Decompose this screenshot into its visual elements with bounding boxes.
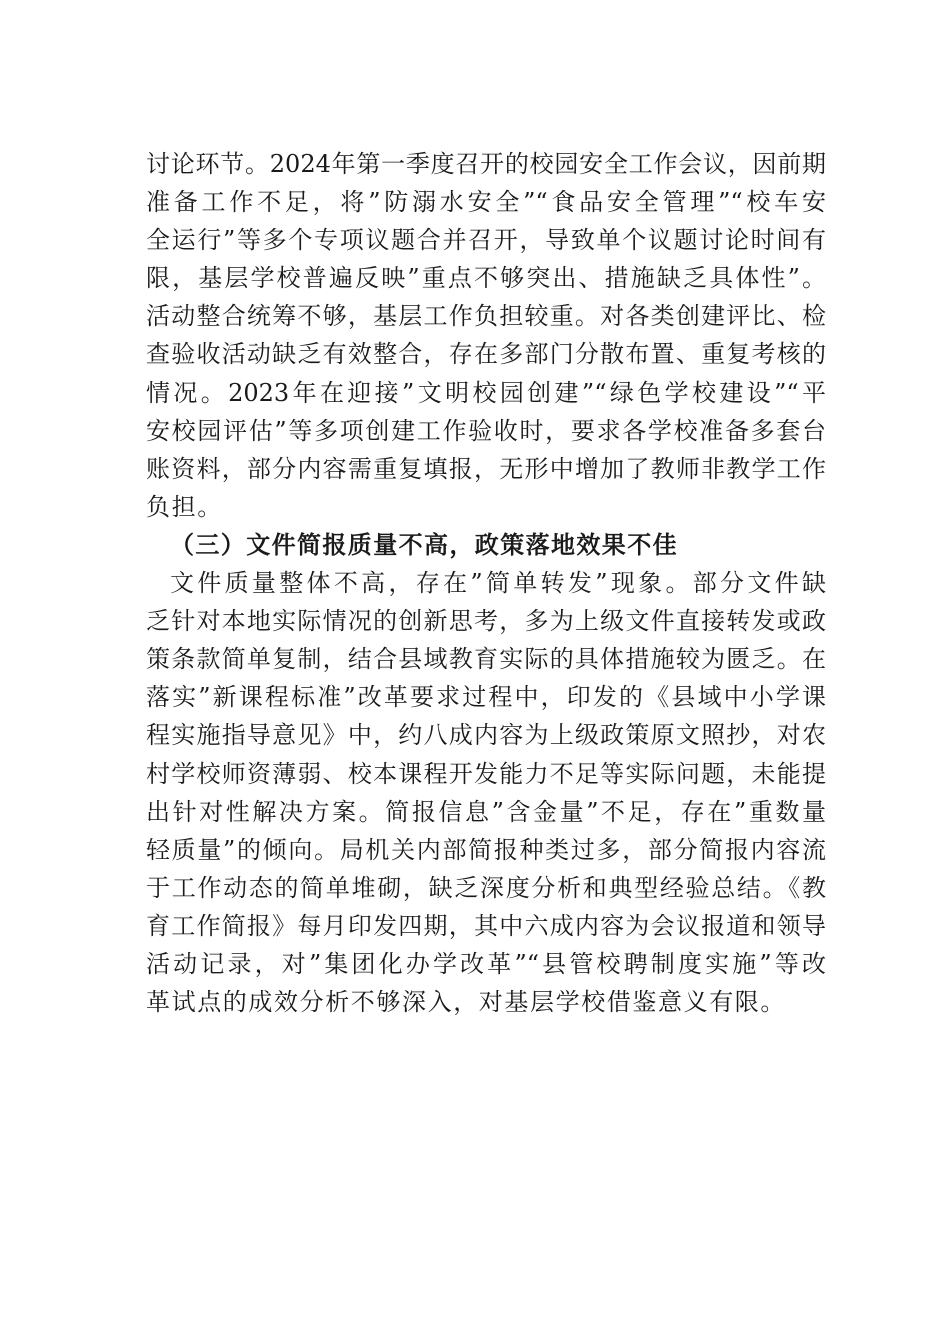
paragraph-line: 准备工作不足，将”防溺水安全”“食品安全管理”“校车安 [146, 188, 826, 217]
paragraph-line: 轻质量”的倾向。局机关内部简报种类过多，部分简报内容流 [146, 835, 826, 864]
paragraph-line: 出针对性解决方案。简报信息”含金量”不足，存在”重数量 [146, 797, 826, 826]
paragraph-line: 账资料，部分内容需重复填报，无形中增加了教师非教学工作 [146, 454, 826, 483]
paragraph-line: 落实”新课程标准”改革要求过程中，印发的《县域中小学课 [146, 683, 826, 712]
paragraph-line: 全运行”等多个专项议题合并召开，导致单个议题讨论时间有 [146, 226, 826, 255]
paragraph-line: 于工作动态的简单堆砌，缺乏深度分析和典型经验总结。《教 [146, 873, 826, 902]
paragraph-line: 育工作简报》每月印发四期，其中六成内容为会议报道和领导 [146, 911, 826, 940]
paragraph-line: 负担。 [146, 492, 223, 521]
paragraph-line: 情况。2023年在迎接”文明校园创建”“绿色学校建设”“平 [146, 378, 826, 407]
paragraph-line: 策条款简单复制，结合县域教育实际的具体措施较为匮乏。在 [146, 645, 826, 674]
paragraph-line: 文件质量整体不高，存在”简单转发”现象。部分文件缺 [170, 569, 826, 598]
paragraph-line: 查验收活动缺乏有效整合，存在多部门分散布置、重复考核的 [146, 340, 826, 369]
paragraph-line: 革试点的成效分析不够深入，对基层学校借鉴意义有限。 [146, 988, 786, 1017]
paragraph-line: 村学校师资薄弱、校本课程开发能力不足等实际问题，未能提 [146, 759, 826, 788]
document-body [146, 145, 826, 1021]
paragraph-line: 活动整合统筹不够，基层工作负担较重。对各类创建评比、检 [146, 302, 826, 331]
paragraph-line: 活动记录，对”集团化办学改革”“县管校聘制度实施”等改 [146, 949, 826, 978]
paragraph-line: 程实施指导意见》中，约八成内容为上级政策原文照抄，对农 [146, 721, 826, 750]
paragraph-line: 讨论环节。2024年第一季度召开的校园安全工作会议，因前期 [146, 150, 826, 178]
section-heading: （三）文件简报质量不高，政策落地效果不佳 [170, 529, 678, 559]
paragraph-line: 安校园评估”等多项创建工作验收时，要求各学校准备多套台 [146, 416, 826, 445]
paragraph-line: 限，基层学校普遍反映”重点不够突出、措施缺乏具体性”。 [146, 264, 826, 293]
paragraph-line: 乏针对本地实际情况的创新思考，多为上级文件直接转发或政 [146, 607, 826, 636]
